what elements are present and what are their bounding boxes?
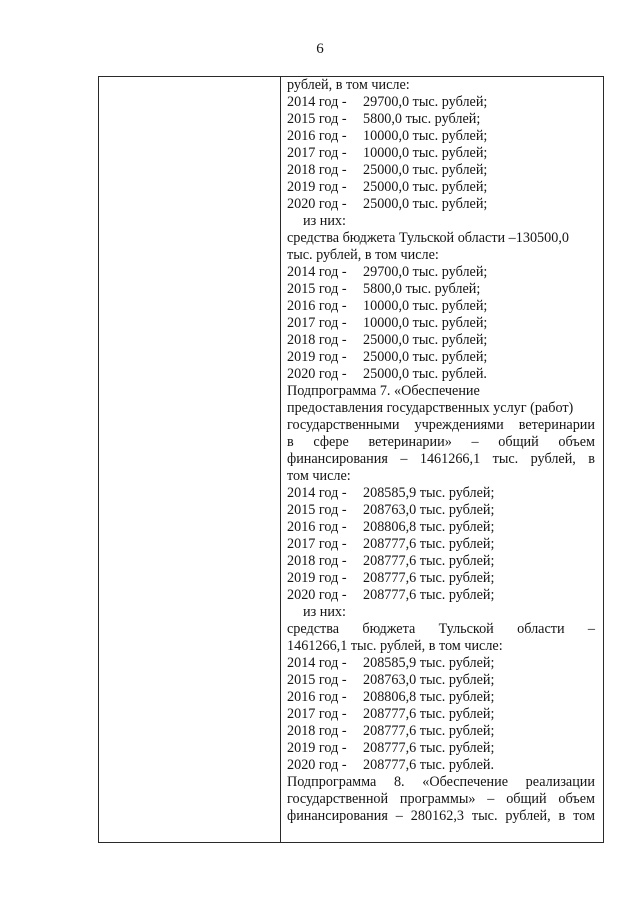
table-left-column [99,77,281,842]
year-label: 2018 год - [287,162,347,178]
year-amount: 208777,6 тыс. рублей; [363,740,495,756]
year-line [287,519,595,536]
regional-budget-line: средства бюджета Тульской области – [287,621,595,637]
year-amount: 208806,8 тыс. рублей; [363,519,495,535]
year-amount: 25000,0 тыс. рублей; [363,349,488,365]
subprogram-8-line: государственной программы» – общий объем [287,791,595,807]
year-amount: 208806,8 тыс. рублей; [363,689,495,705]
year-label: 2019 год - [287,740,347,756]
year-line [287,655,595,672]
subprogram-7-line: Подпрограмма 7. «Обеспечение [287,383,480,399]
year-amount: 208763,0 тыс. рублей; [363,502,495,518]
year-line [287,757,595,774]
page-number: 6 [316,41,324,57]
year-amount: 208777,6 тыс. рублей; [363,553,495,569]
year-amount: 208777,6 тыс. рублей; [363,587,495,603]
subprogram-7-line: финансирования – 1461266,1 тыс. рублей, в [287,451,595,467]
year-line [287,485,595,502]
subprogram-8-line: финансирования – 280162,3 тыс. рублей, в том [287,808,595,824]
subprogram-7-line: государственными учреждениями ветеринарии [287,417,595,433]
year-amount: 25000,0 тыс. рублей; [363,196,488,212]
year-label: 2017 год - [287,706,347,722]
year-label: 2014 год - [287,264,347,280]
of-them-label: из них: [303,604,346,620]
year-line [287,587,595,604]
year-label: 2015 год - [287,672,347,688]
year-amount: 29700,0 тыс. рублей; [363,94,488,110]
year-line [287,162,595,179]
year-label: 2015 год - [287,502,347,518]
year-amount: 25000,0 тыс. рублей; [363,162,488,178]
year-label: 2018 год - [287,723,347,739]
year-line [287,145,595,162]
year-label: 2020 год - [287,196,347,212]
year-label: 2020 год - [287,366,347,382]
year-amount: 208585,9 тыс. рублей; [363,485,495,501]
year-amount: 208585,9 тыс. рублей; [363,655,495,671]
year-amount: 5800,0 тыс. рублей; [363,111,481,127]
subprogram-7-line: предоставления государственных услуг (работ) [287,400,574,416]
year-label: 2015 год - [287,111,347,127]
year-line [287,349,595,366]
year-amount: 208777,6 тыс. рублей; [363,536,495,552]
year-line [287,298,595,315]
year-amount: 208777,6 тыс. рублей. [363,757,495,773]
year-line [287,128,595,145]
year-amount: 10000,0 тыс. рублей; [363,145,488,161]
year-line [287,366,595,383]
year-line [287,672,595,689]
year-amount: 208777,6 тыс. рублей; [363,723,495,739]
year-line [287,179,595,196]
year-line [287,706,595,723]
year-amount: 10000,0 тыс. рублей; [363,315,488,331]
intro-line: рублей, в том числе: [287,77,410,93]
subprogram-7-line: в сфере ветеринарии» – общий объем [287,434,595,450]
regional-budget-line: средства бюджета Тульской области –130500,0 [287,230,569,246]
year-amount: 208777,6 тыс. рублей; [363,570,495,586]
subprogram-8-line: Подпрограмма 8. «Обеспечение реализации [287,774,595,790]
year-line [287,536,595,553]
year-amount: 208763,0 тыс. рублей; [363,672,495,688]
table-right-column [282,77,603,842]
of-them-label: из них: [303,213,346,229]
year-label: 2016 год - [287,298,347,314]
year-line [287,281,595,298]
year-label: 2020 год - [287,587,347,603]
year-label: 2015 год - [287,281,347,297]
year-label: 2019 год - [287,179,347,195]
year-label: 2017 год - [287,536,347,552]
year-amount: 10000,0 тыс. рублей; [363,298,488,314]
year-label: 2014 год - [287,94,347,110]
year-label: 2016 год - [287,519,347,535]
year-amount: 208777,6 тыс. рублей; [363,706,495,722]
year-line [287,723,595,740]
financing-table [98,76,604,843]
year-label: 2020 год - [287,757,347,773]
year-line [287,553,595,570]
year-label: 2017 год - [287,315,347,331]
year-amount: 25000,0 тыс. рублей; [363,179,488,195]
regional-budget-line: 1461266,1 тыс. рублей, в том числе: [287,638,503,654]
year-line [287,332,595,349]
year-line [287,264,595,281]
year-line [287,315,595,332]
regional-budget-line: тыс. рублей, в том числе: [287,247,439,263]
year-label: 2014 год - [287,485,347,501]
year-line [287,196,595,213]
year-label: 2019 год - [287,349,347,365]
year-amount: 5800,0 тыс. рублей; [363,281,481,297]
subprogram-7-line: том числе: [287,468,351,484]
year-label: 2018 год - [287,553,347,569]
year-label: 2016 год - [287,689,347,705]
year-line [287,502,595,519]
year-amount: 25000,0 тыс. рублей. [363,366,487,382]
year-label: 2017 год - [287,145,347,161]
year-line [287,94,595,111]
year-label: 2014 год - [287,655,347,671]
year-amount: 29700,0 тыс. рублей; [363,264,488,280]
year-amount: 25000,0 тыс. рублей; [363,332,488,348]
year-label: 2018 год - [287,332,347,348]
year-line [287,111,595,128]
year-label: 2019 год - [287,570,347,586]
year-amount: 10000,0 тыс. рублей; [363,128,488,144]
year-line [287,740,595,757]
year-label: 2016 год - [287,128,347,144]
year-line [287,689,595,706]
year-line [287,570,595,587]
